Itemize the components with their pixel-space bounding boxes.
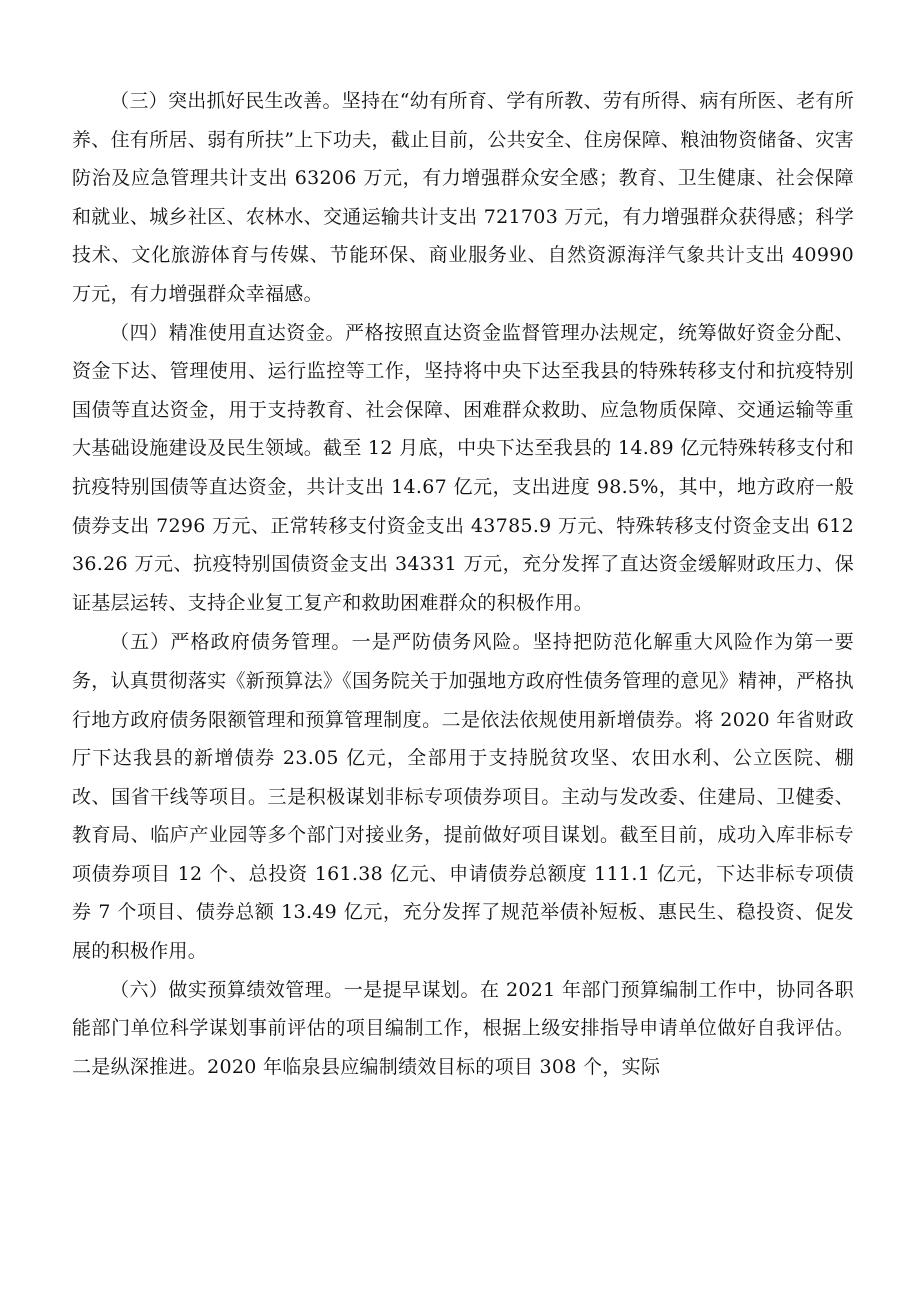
paragraph-livelihood: （三）突出抓好民生改善。坚持在“幼有所育、学有所教、劳有所得、病有所医、老有所养、住有所居、弱有所扶”上下功夫，截止目前，公共安全、住房保障、粮油物资储备、灾害防治及应急管理共计支出 63206 万元，有力增强群众安全感；教育、卫生健康、社会保障和就业、城乡社区、农林水、交通运输共计支出 721703 万元，有力增强群众获得感；科学技术、文化旅游体育与传媒、节能环保、商业服务业、自然资源海洋气象共计支出 40990 万元，有力增强群众幸福感。 — [72, 90, 855, 305]
paragraph-performance-management: （六）做实预算绩效管理。一是提早谋划。在 2021 年部门预算编制工作中，协同各职能部门单位科学谋划事前评估的项目编制工作，根据上级安排指导申请单位做好自我评估。二是纵深推进。2020 年临泉县应编制绩效目标的项目 308 个，实际 — [72, 978, 854, 1078]
document-body — [72, 82, 854, 1086]
paragraph-debt-management: （五）严格政府债务管理。一是严防债务风险。坚持把防范化解重大风险作为第一要务，认真贯彻落实《新预算法》《国务院关于加强地方政府性债务管理的意见》精神，严格执行地方政府债务限额管理和预算管理制度。二是依法依规使用新增债券。将 2020 年省财政厅下达我县的新增债券 23.05 亿元，全部用于支持脱贫攻坚、农田水利、公立医院、棚改、国省干线等项目。三是积极谋划非标专项债券项目。主动与发改委、住建局、卫健委、教育局、临庐产业园等多个部门对接业务，提前做好项目谋划。截至目前，成功入库非标专项债券项目 12 个、总投资 161.38 亿元、申请债券总额度 111.1 亿元，下达非标专项债券 7 个项目、债券总额 13.49 亿元，充分发挥了规范举债补短板、惠民生、稳投资、促发展的积极作用。 — [72, 631, 854, 963]
paragraph-direct-funds: （四）精准使用直达资金。严格按照直达资金监督管理办法规定，统筹做好资金分配、资金下达、管理使用、运行监控等工作，坚持将中央下达至我县的特殊转移支付和抗疫特别国债等直达资金，用于支持教育、社会保障、困难群众救助、应急物质保障、交通运输等重大基础设施建设及民生领域。截至 12 月底，中央下达至我县的 14.89 亿元特殊转移支付和抗疫特别国债等直达资金，共计支出 14.67 亿元，支出进度 98.5%，其中，地方政府一般债券支出 7296 万元、正常转移支付资金支出 43785.9 万元、特殊转移支付资金支出 61236.26 万元、抗疫特别国债资金支出 34331 万元，充分发挥了直达资金缓解财政压力、保证基层运转、支持企业复工复产和救助困难群众的积极作用。 — [72, 321, 854, 614]
